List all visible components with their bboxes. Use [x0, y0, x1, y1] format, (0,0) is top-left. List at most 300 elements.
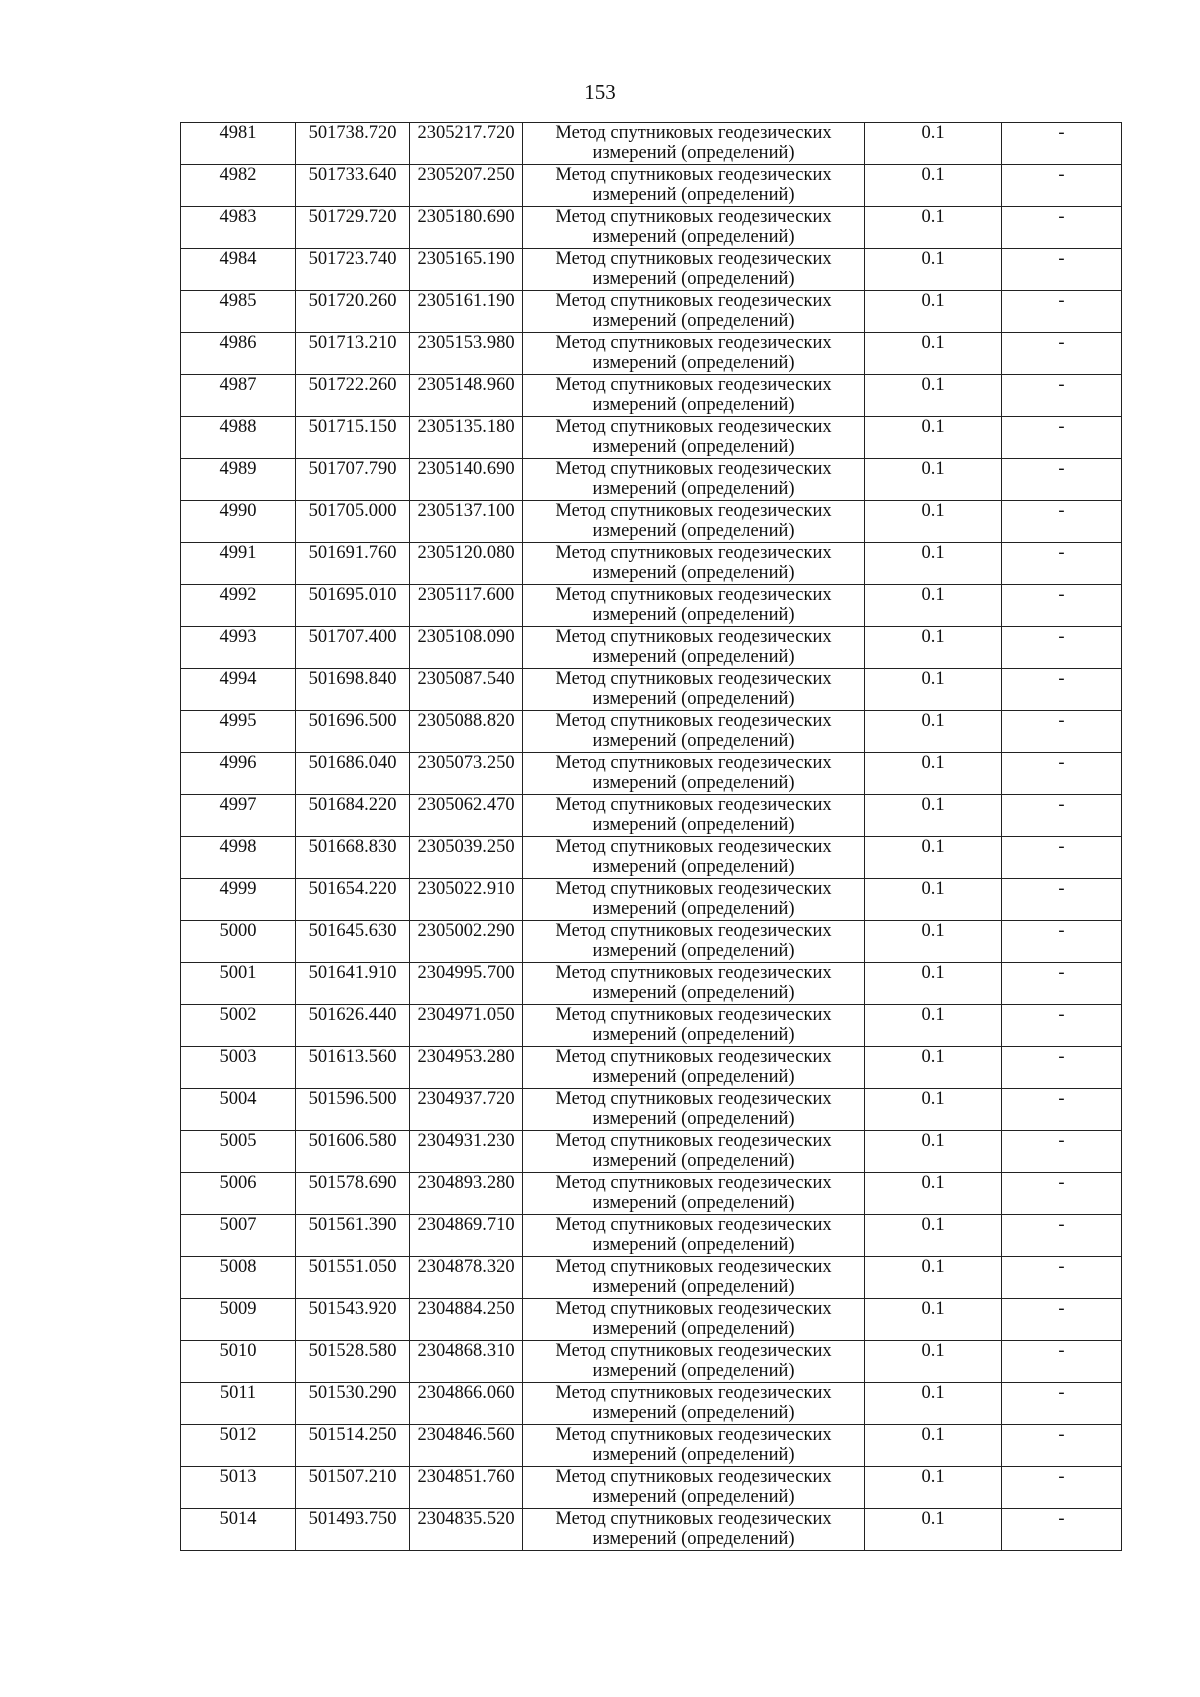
method-line-2: измерений (определений)	[592, 773, 795, 793]
table-row	[181, 417, 1122, 459]
method-cell	[523, 795, 865, 837]
accuracy-cell: 0.1	[865, 291, 1002, 333]
method-line-2: измерений (определений)	[592, 857, 795, 877]
y-coordinate-cell: 2304884.250	[410, 1299, 523, 1341]
x-coordinate-cell: 501561.390	[296, 1215, 410, 1257]
accuracy-cell: 0.1	[865, 669, 1002, 711]
accuracy-cell: 0.1	[865, 1383, 1002, 1425]
point-number-cell: 5012	[181, 1425, 296, 1467]
y-coordinate-cell: 2305161.190	[410, 291, 523, 333]
table-row	[181, 1215, 1122, 1257]
y-coordinate-cell: 2305073.250	[410, 753, 523, 795]
dash-cell: -	[1002, 837, 1122, 879]
point-number-cell: 4984	[181, 249, 296, 291]
method-line-1: Метод спутниковых геодезических	[555, 207, 832, 227]
y-coordinate-cell: 2304953.280	[410, 1047, 523, 1089]
y-coordinate-cell: 2304846.560	[410, 1425, 523, 1467]
x-coordinate-cell: 501493.750	[296, 1509, 410, 1551]
x-coordinate-cell: 501696.500	[296, 711, 410, 753]
accuracy-cell: 0.1	[865, 837, 1002, 879]
method-line-1: Метод спутниковых геодезических	[555, 1467, 832, 1487]
method-line-1: Метод спутниковых геодезических	[555, 753, 832, 773]
x-coordinate-cell: 501606.580	[296, 1131, 410, 1173]
method-line-2: измерений (определений)	[592, 395, 795, 415]
method-line-1: Метод спутниковых геодезических	[555, 375, 832, 395]
method-line-1: Метод спутниковых геодезических	[555, 417, 832, 437]
method-line-1: Метод спутниковых геодезических	[555, 1257, 832, 1277]
accuracy-cell: 0.1	[865, 123, 1002, 165]
accuracy-cell: 0.1	[865, 1425, 1002, 1467]
point-number-cell: 5014	[181, 1509, 296, 1551]
method-line-2: измерений (определений)	[592, 143, 795, 163]
accuracy-cell: 0.1	[865, 417, 1002, 459]
method-line-2: измерений (определений)	[592, 269, 795, 289]
method-line-2: измерений (определений)	[592, 941, 795, 961]
y-coordinate-cell: 2305108.090	[410, 627, 523, 669]
method-cell	[523, 1131, 865, 1173]
method-line-2: измерений (определений)	[592, 1403, 795, 1423]
table-row	[181, 165, 1122, 207]
y-coordinate-cell: 2305087.540	[410, 669, 523, 711]
method-cell	[523, 1047, 865, 1089]
method-cell	[523, 1299, 865, 1341]
dash-cell: -	[1002, 459, 1122, 501]
table-row	[181, 1509, 1122, 1551]
method-line-2: измерений (определений)	[592, 521, 795, 541]
dash-cell: -	[1002, 1509, 1122, 1551]
x-coordinate-cell: 501530.290	[296, 1383, 410, 1425]
method-line-2: измерений (определений)	[592, 479, 795, 499]
y-coordinate-cell: 2305153.980	[410, 333, 523, 375]
table-row	[181, 459, 1122, 501]
method-line-1: Метод спутниковых геодезических	[555, 795, 832, 815]
dash-cell: -	[1002, 1257, 1122, 1299]
y-coordinate-cell: 2305137.100	[410, 501, 523, 543]
y-coordinate-cell: 2304868.310	[410, 1341, 523, 1383]
method-line-2: измерений (определений)	[592, 1151, 795, 1171]
method-cell	[523, 711, 865, 753]
method-cell	[523, 585, 865, 627]
x-coordinate-cell: 501695.010	[296, 585, 410, 627]
method-line-2: измерений (определений)	[592, 1319, 795, 1339]
method-cell	[523, 291, 865, 333]
y-coordinate-cell: 2304869.710	[410, 1215, 523, 1257]
point-number-cell: 4982	[181, 165, 296, 207]
method-line-2: измерений (определений)	[592, 983, 795, 1003]
accuracy-cell: 0.1	[865, 501, 1002, 543]
x-coordinate-cell: 501641.910	[296, 963, 410, 1005]
y-coordinate-cell: 2304931.230	[410, 1131, 523, 1173]
dash-cell: -	[1002, 1005, 1122, 1047]
y-coordinate-cell: 2304851.760	[410, 1467, 523, 1509]
method-line-2: измерений (определений)	[592, 1361, 795, 1381]
y-coordinate-cell: 2304893.280	[410, 1173, 523, 1215]
point-number-cell: 4981	[181, 123, 296, 165]
method-cell	[523, 1467, 865, 1509]
table-row	[181, 585, 1122, 627]
point-number-cell: 5005	[181, 1131, 296, 1173]
method-cell	[523, 375, 865, 417]
method-line-2: измерений (определений)	[592, 227, 795, 247]
table-row	[181, 1131, 1122, 1173]
x-coordinate-cell: 501578.690	[296, 1173, 410, 1215]
dash-cell: -	[1002, 711, 1122, 753]
table-row	[181, 1425, 1122, 1467]
dash-cell: -	[1002, 1173, 1122, 1215]
coordinates-table	[180, 122, 1122, 1551]
dash-cell: -	[1002, 1467, 1122, 1509]
method-line-2: измерений (определений)	[592, 311, 795, 331]
point-number-cell: 5009	[181, 1299, 296, 1341]
table-row	[181, 627, 1122, 669]
method-line-1: Метод спутниковых геодезических	[555, 501, 832, 521]
method-line-2: измерений (определений)	[592, 1025, 795, 1045]
dash-cell: -	[1002, 753, 1122, 795]
dash-cell: -	[1002, 543, 1122, 585]
method-line-1: Метод спутниковых геодезических	[555, 1509, 832, 1529]
table-row	[181, 543, 1122, 585]
point-number-cell: 5000	[181, 921, 296, 963]
method-line-2: измерений (определений)	[592, 353, 795, 373]
method-cell	[523, 1341, 865, 1383]
accuracy-cell: 0.1	[865, 459, 1002, 501]
page-number: 153	[584, 80, 616, 104]
method-cell	[523, 333, 865, 375]
method-cell	[523, 837, 865, 879]
accuracy-cell: 0.1	[865, 585, 1002, 627]
method-line-1: Метод спутниковых геодезических	[555, 333, 832, 353]
method-line-2: измерений (определений)	[592, 1487, 795, 1507]
accuracy-cell: 0.1	[865, 1089, 1002, 1131]
method-line-1: Метод спутниковых геодезических	[555, 291, 832, 311]
method-line-1: Метод спутниковых геодезических	[555, 543, 832, 563]
accuracy-cell: 0.1	[865, 333, 1002, 375]
dash-cell: -	[1002, 1383, 1122, 1425]
point-number-cell: 5013	[181, 1467, 296, 1509]
dash-cell: -	[1002, 585, 1122, 627]
method-line-2: измерений (определений)	[592, 647, 795, 667]
accuracy-cell: 0.1	[865, 207, 1002, 249]
accuracy-cell: 0.1	[865, 1299, 1002, 1341]
x-coordinate-cell: 501543.920	[296, 1299, 410, 1341]
method-cell	[523, 963, 865, 1005]
table-row	[181, 1467, 1122, 1509]
y-coordinate-cell: 2304937.720	[410, 1089, 523, 1131]
table-body	[181, 123, 1122, 1551]
dash-cell: -	[1002, 1425, 1122, 1467]
table-row	[181, 921, 1122, 963]
table-row	[181, 669, 1122, 711]
table-row	[181, 711, 1122, 753]
point-number-cell: 5006	[181, 1173, 296, 1215]
y-coordinate-cell: 2305217.720	[410, 123, 523, 165]
dash-cell: -	[1002, 795, 1122, 837]
method-line-2: измерений (определений)	[592, 689, 795, 709]
method-line-2: измерений (определений)	[592, 1109, 795, 1129]
method-line-2: измерений (определений)	[592, 815, 795, 835]
table-row	[181, 249, 1122, 291]
table-row	[181, 1089, 1122, 1131]
method-cell	[523, 501, 865, 543]
method-line-1: Метод спутниковых геодезических	[555, 1089, 832, 1109]
table-row	[181, 501, 1122, 543]
dash-cell: -	[1002, 921, 1122, 963]
method-line-1: Метод спутниковых геодезических	[555, 1425, 832, 1445]
dash-cell: -	[1002, 123, 1122, 165]
dash-cell: -	[1002, 1299, 1122, 1341]
method-line-1: Метод спутниковых геодезических	[555, 123, 832, 143]
accuracy-cell: 0.1	[865, 249, 1002, 291]
point-number-cell: 4999	[181, 879, 296, 921]
x-coordinate-cell: 501551.050	[296, 1257, 410, 1299]
point-number-cell: 5010	[181, 1341, 296, 1383]
y-coordinate-cell: 2305039.250	[410, 837, 523, 879]
method-cell	[523, 1383, 865, 1425]
method-cell	[523, 627, 865, 669]
method-cell	[523, 207, 865, 249]
y-coordinate-cell: 2305062.470	[410, 795, 523, 837]
method-cell	[523, 1425, 865, 1467]
method-line-1: Метод спутниковых геодезических	[555, 1299, 832, 1319]
method-line-1: Метод спутниковых геодезических	[555, 1005, 832, 1025]
accuracy-cell: 0.1	[865, 543, 1002, 585]
point-number-cell: 4997	[181, 795, 296, 837]
x-coordinate-cell: 501686.040	[296, 753, 410, 795]
table-row	[181, 375, 1122, 417]
x-coordinate-cell: 501507.210	[296, 1467, 410, 1509]
accuracy-cell: 0.1	[865, 165, 1002, 207]
method-line-1: Метод спутниковых геодезических	[555, 1047, 832, 1067]
y-coordinate-cell: 2305165.190	[410, 249, 523, 291]
dash-cell: -	[1002, 375, 1122, 417]
y-coordinate-cell: 2305140.690	[410, 459, 523, 501]
x-coordinate-cell: 501705.000	[296, 501, 410, 543]
point-number-cell: 4996	[181, 753, 296, 795]
x-coordinate-cell: 501713.210	[296, 333, 410, 375]
x-coordinate-cell: 501707.400	[296, 627, 410, 669]
point-number-cell: 5011	[181, 1383, 296, 1425]
dash-cell: -	[1002, 333, 1122, 375]
x-coordinate-cell: 501723.740	[296, 249, 410, 291]
method-cell	[523, 1089, 865, 1131]
table-row	[181, 1257, 1122, 1299]
dash-cell: -	[1002, 165, 1122, 207]
y-coordinate-cell: 2305120.080	[410, 543, 523, 585]
point-number-cell: 4992	[181, 585, 296, 627]
table-row	[181, 123, 1122, 165]
x-coordinate-cell: 501707.790	[296, 459, 410, 501]
method-line-1: Метод спутниковых геодезических	[555, 1341, 832, 1361]
method-line-1: Метод спутниковых геодезических	[555, 1173, 832, 1193]
accuracy-cell: 0.1	[865, 627, 1002, 669]
table-row	[181, 1047, 1122, 1089]
x-coordinate-cell: 501596.500	[296, 1089, 410, 1131]
method-line-2: измерений (определений)	[592, 185, 795, 205]
point-number-cell: 4989	[181, 459, 296, 501]
accuracy-cell: 0.1	[865, 1173, 1002, 1215]
table-row	[181, 1173, 1122, 1215]
method-cell	[523, 417, 865, 459]
point-number-cell: 4983	[181, 207, 296, 249]
method-cell	[523, 165, 865, 207]
method-line-1: Метод спутниковых геодезических	[555, 963, 832, 983]
dash-cell: -	[1002, 291, 1122, 333]
accuracy-cell: 0.1	[865, 1047, 1002, 1089]
method-line-1: Метод спутниковых геодезических	[555, 249, 832, 269]
accuracy-cell: 0.1	[865, 1131, 1002, 1173]
x-coordinate-cell: 501645.630	[296, 921, 410, 963]
point-number-cell: 5004	[181, 1089, 296, 1131]
method-line-1: Метод спутниковых геодезических	[555, 459, 832, 479]
point-number-cell: 4993	[181, 627, 296, 669]
method-line-2: измерений (определений)	[592, 563, 795, 583]
y-coordinate-cell: 2304878.320	[410, 1257, 523, 1299]
table-row	[181, 963, 1122, 1005]
table-row	[181, 753, 1122, 795]
y-coordinate-cell: 2305088.820	[410, 711, 523, 753]
point-number-cell: 4986	[181, 333, 296, 375]
method-line-1: Метод спутниковых геодезических	[555, 165, 832, 185]
point-number-cell: 4995	[181, 711, 296, 753]
method-line-1: Метод спутниковых геодезических	[555, 921, 832, 941]
y-coordinate-cell: 2305207.250	[410, 165, 523, 207]
table-row	[181, 837, 1122, 879]
point-number-cell: 4985	[181, 291, 296, 333]
table-row	[181, 1299, 1122, 1341]
accuracy-cell: 0.1	[865, 375, 1002, 417]
dash-cell: -	[1002, 417, 1122, 459]
method-line-1: Метод спутниковых геодезических	[555, 585, 832, 605]
method-line-2: измерений (определений)	[592, 1235, 795, 1255]
method-line-2: измерений (определений)	[592, 731, 795, 751]
point-number-cell: 5002	[181, 1005, 296, 1047]
x-coordinate-cell: 501528.580	[296, 1341, 410, 1383]
accuracy-cell: 0.1	[865, 1257, 1002, 1299]
dash-cell: -	[1002, 207, 1122, 249]
accuracy-cell: 0.1	[865, 795, 1002, 837]
method-line-1: Метод спутниковых геодезических	[555, 669, 832, 689]
method-cell	[523, 1257, 865, 1299]
x-coordinate-cell: 501722.260	[296, 375, 410, 417]
table-row	[181, 1005, 1122, 1047]
dash-cell: -	[1002, 1215, 1122, 1257]
method-cell	[523, 1509, 865, 1551]
point-number-cell: 5001	[181, 963, 296, 1005]
x-coordinate-cell: 501738.720	[296, 123, 410, 165]
point-number-cell: 4998	[181, 837, 296, 879]
point-number-cell: 5007	[181, 1215, 296, 1257]
x-coordinate-cell: 501626.440	[296, 1005, 410, 1047]
accuracy-cell: 0.1	[865, 711, 1002, 753]
method-line-1: Метод спутниковых геодезических	[555, 837, 832, 857]
y-coordinate-cell: 2304866.060	[410, 1383, 523, 1425]
table-row	[181, 795, 1122, 837]
point-number-cell: 4990	[181, 501, 296, 543]
y-coordinate-cell: 2305148.960	[410, 375, 523, 417]
point-number-cell: 5008	[181, 1257, 296, 1299]
x-coordinate-cell: 501720.260	[296, 291, 410, 333]
dash-cell: -	[1002, 627, 1122, 669]
method-line-2: измерений (определений)	[592, 1067, 795, 1087]
method-cell	[523, 921, 865, 963]
table-row	[181, 333, 1122, 375]
method-cell	[523, 1173, 865, 1215]
dash-cell: -	[1002, 1047, 1122, 1089]
method-line-2: измерений (определений)	[592, 437, 795, 457]
method-cell	[523, 459, 865, 501]
point-number-cell: 5003	[181, 1047, 296, 1089]
point-number-cell: 4987	[181, 375, 296, 417]
method-line-1: Метод спутниковых геодезических	[555, 627, 832, 647]
table-row	[181, 207, 1122, 249]
x-coordinate-cell: 501613.560	[296, 1047, 410, 1089]
y-coordinate-cell: 2305117.600	[410, 585, 523, 627]
dash-cell: -	[1002, 669, 1122, 711]
method-line-1: Метод спутниковых геодезических	[555, 879, 832, 899]
method-cell	[523, 669, 865, 711]
dash-cell: -	[1002, 879, 1122, 921]
accuracy-cell: 0.1	[865, 921, 1002, 963]
table-row	[181, 1383, 1122, 1425]
y-coordinate-cell: 2304995.700	[410, 963, 523, 1005]
x-coordinate-cell: 501684.220	[296, 795, 410, 837]
method-line-2: измерений (определений)	[592, 899, 795, 919]
method-line-2: измерений (определений)	[592, 605, 795, 625]
method-line-2: измерений (определений)	[592, 1529, 795, 1549]
point-number-cell: 4988	[181, 417, 296, 459]
accuracy-cell: 0.1	[865, 753, 1002, 795]
point-number-cell: 4991	[181, 543, 296, 585]
y-coordinate-cell: 2305180.690	[410, 207, 523, 249]
accuracy-cell: 0.1	[865, 1341, 1002, 1383]
method-cell	[523, 1005, 865, 1047]
y-coordinate-cell: 2304971.050	[410, 1005, 523, 1047]
x-coordinate-cell: 501698.840	[296, 669, 410, 711]
method-line-1: Метод спутниковых геодезических	[555, 1383, 832, 1403]
accuracy-cell: 0.1	[865, 1005, 1002, 1047]
accuracy-cell: 0.1	[865, 963, 1002, 1005]
dash-cell: -	[1002, 249, 1122, 291]
y-coordinate-cell: 2304835.520	[410, 1509, 523, 1551]
x-coordinate-cell: 501733.640	[296, 165, 410, 207]
x-coordinate-cell: 501514.250	[296, 1425, 410, 1467]
x-coordinate-cell: 501668.830	[296, 837, 410, 879]
accuracy-cell: 0.1	[865, 1215, 1002, 1257]
method-cell	[523, 249, 865, 291]
method-line-1: Метод спутниковых геодезических	[555, 711, 832, 731]
x-coordinate-cell: 501729.720	[296, 207, 410, 249]
dash-cell: -	[1002, 1131, 1122, 1173]
method-cell	[523, 123, 865, 165]
table-row	[181, 879, 1122, 921]
method-line-2: измерений (определений)	[592, 1277, 795, 1297]
y-coordinate-cell: 2305135.180	[410, 417, 523, 459]
accuracy-cell: 0.1	[865, 1509, 1002, 1551]
x-coordinate-cell: 501715.150	[296, 417, 410, 459]
dash-cell: -	[1002, 1089, 1122, 1131]
method-cell	[523, 543, 865, 585]
dash-cell: -	[1002, 1341, 1122, 1383]
dash-cell: -	[1002, 501, 1122, 543]
method-line-2: измерений (определений)	[592, 1445, 795, 1465]
method-line-1: Метод спутниковых геодезических	[555, 1131, 832, 1151]
table-row	[181, 1341, 1122, 1383]
dash-cell: -	[1002, 963, 1122, 1005]
y-coordinate-cell: 2305002.290	[410, 921, 523, 963]
method-line-1: Метод спутниковых геодезических	[555, 1215, 832, 1235]
accuracy-cell: 0.1	[865, 1467, 1002, 1509]
table-row	[181, 291, 1122, 333]
